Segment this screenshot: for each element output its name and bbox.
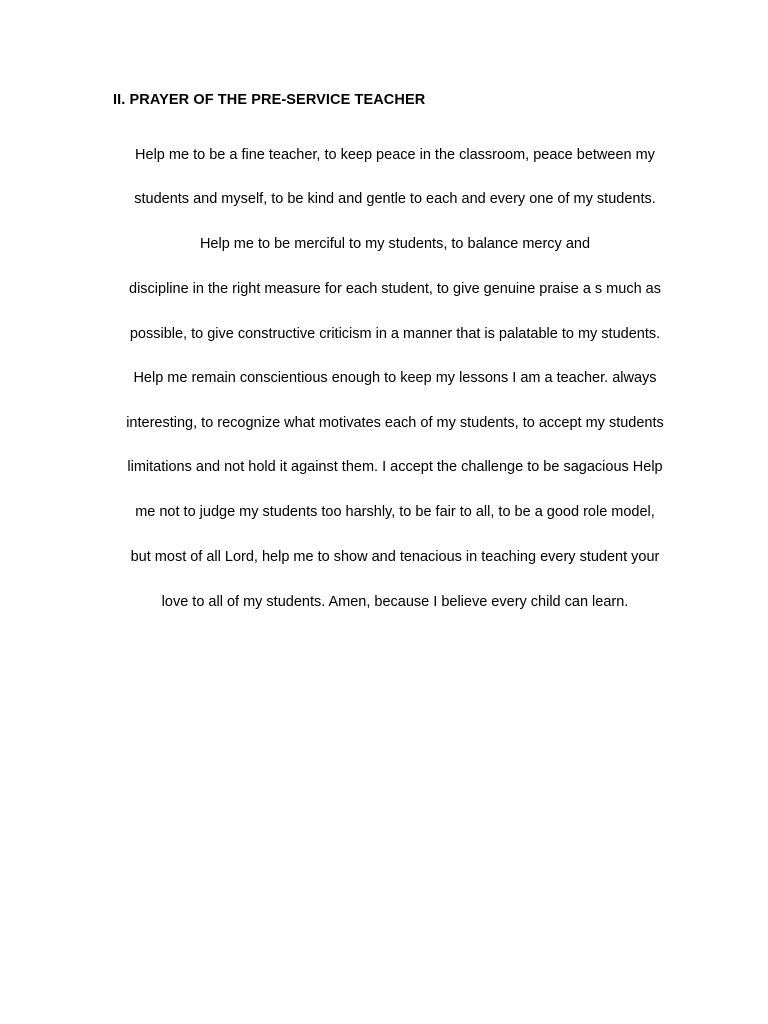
body-line: students and myself, to be kind and gentle to each and every one of my students. [134, 191, 656, 207]
body-line: love to all of my students. Amen, because I believe every child can learn. [161, 594, 629, 610]
body-line: Help me remain conscientious enough to keep my lessons I am a teacher. always [133, 370, 657, 386]
body-line: but most of all Lord, help me to show and tenacious in teaching every student your [130, 549, 660, 565]
section-heading: II. PRAYER OF THE PRE-SERVICE TEACHER [113, 92, 426, 108]
body-line: interesting, to recognize what motivates each of my students, to accept my students [126, 415, 664, 431]
body-line: Help me to be a fine teacher, to keep peace in the classroom, peace between my [135, 147, 655, 163]
body-line: limitations and not hold it against them. I accept the challenge to be sagacious Help [127, 459, 663, 475]
body-line: discipline in the right measure for each student, to give genuine praise a s much as [129, 281, 661, 297]
body-line: me not to judge my students too harshly, to be fair to all, to be a good role model, [135, 504, 655, 520]
body-line: Help me to be merciful to my students, to balance mercy and [199, 236, 591, 252]
body-line: possible, to give constructive criticism in a manner that is palatable to my students. [129, 326, 661, 342]
